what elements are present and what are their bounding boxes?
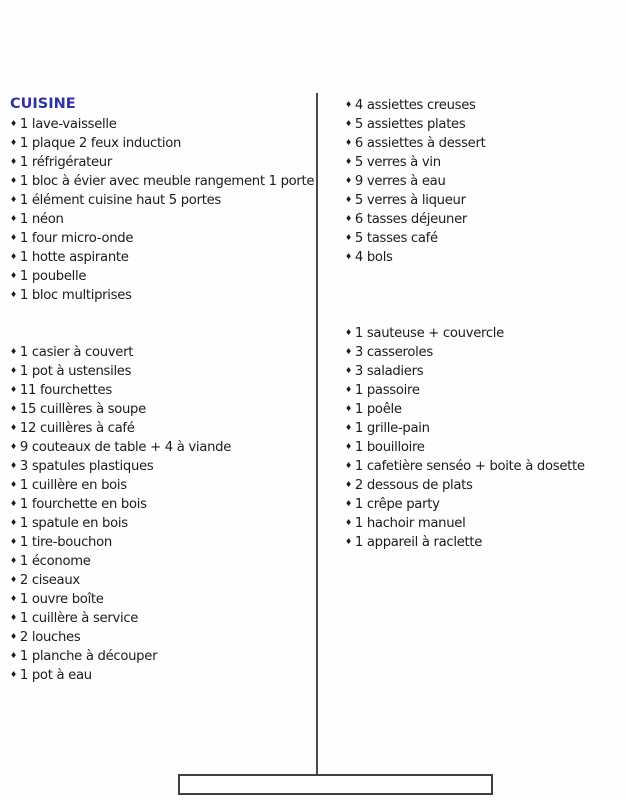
bullet-icon: ♦ xyxy=(10,347,17,356)
list-item xyxy=(345,133,623,152)
bullet-icon: ♦ xyxy=(10,594,17,603)
list-item-text: 15 cuillères à soupe xyxy=(19,402,146,417)
list-item xyxy=(10,513,316,532)
bullet-icon: ♦ xyxy=(345,385,352,394)
list-item-text: 3 saladiers xyxy=(354,364,424,379)
list-item xyxy=(10,266,316,285)
right-column xyxy=(345,95,623,551)
list-item-text: 1 casier à couvert xyxy=(19,345,134,360)
list-item xyxy=(345,399,623,418)
list-item-text: 1 bloc à évier avec meuble rangement 1 porte xyxy=(19,174,315,189)
list-item-text: 3 spatules plastiques xyxy=(19,459,154,474)
bullet-icon: ♦ xyxy=(10,157,17,166)
list-item-text: 9 couteaux de table + 4 à viande xyxy=(19,440,232,455)
bullet-icon: ♦ xyxy=(345,176,352,185)
column-divider-line xyxy=(316,93,318,775)
list-item xyxy=(345,95,623,114)
list-item xyxy=(345,532,623,551)
list-item-text: 1 four micro-onde xyxy=(19,231,134,246)
bullet-icon: ♦ xyxy=(10,138,17,147)
list-item xyxy=(345,494,623,513)
bullet-icon: ♦ xyxy=(10,499,17,508)
list-item xyxy=(10,361,316,380)
list-item-text: 1 cuillère en bois xyxy=(19,478,127,493)
list-item-text: 3 casseroles xyxy=(354,345,433,360)
list-item-text: 1 poubelle xyxy=(19,269,87,284)
list-item xyxy=(10,114,316,133)
list-item-text: 1 spatule en bois xyxy=(19,516,128,531)
bullet-icon: ♦ xyxy=(10,632,17,641)
list-item xyxy=(345,380,623,399)
bullet-icon: ♦ xyxy=(10,461,17,470)
list-item xyxy=(10,418,316,437)
list-item xyxy=(10,247,316,266)
bullet-icon: ♦ xyxy=(10,176,17,185)
list-item-text: 6 tasses déjeuner xyxy=(354,212,468,227)
bullet-icon: ♦ xyxy=(345,461,352,470)
bullet-icon: ♦ xyxy=(345,366,352,375)
list-item-text: 1 grille-pain xyxy=(354,421,430,436)
list-item-text: 4 assiettes creuses xyxy=(354,98,476,113)
list-item-text: 1 bouilloire xyxy=(354,440,425,455)
list-item xyxy=(10,494,316,513)
list-item-text: 9 verres à eau xyxy=(354,174,446,189)
list-item-text: 2 louches xyxy=(19,630,81,645)
bullet-icon: ♦ xyxy=(345,252,352,261)
bullet-icon: ♦ xyxy=(345,328,352,337)
page-title: CUISINE xyxy=(10,96,76,112)
list-item-text: 1 hotte aspirante xyxy=(19,250,129,265)
bullet-icon: ♦ xyxy=(345,480,352,489)
list-item-text: 5 verres à vin xyxy=(354,155,441,170)
list-item xyxy=(345,190,623,209)
list-item xyxy=(345,437,623,456)
bullet-icon: ♦ xyxy=(345,138,352,147)
list-item-text: 6 assiettes à dessert xyxy=(354,136,486,151)
list-item xyxy=(10,570,316,589)
bullet-icon: ♦ xyxy=(345,404,352,413)
bullet-icon: ♦ xyxy=(10,575,17,584)
list-item xyxy=(10,228,316,247)
list-item-text: 1 lave-vaisselle xyxy=(19,117,117,132)
bullet-icon: ♦ xyxy=(345,195,352,204)
list-item xyxy=(10,152,316,171)
bullet-icon: ♦ xyxy=(10,233,17,242)
bullet-icon: ♦ xyxy=(345,423,352,432)
list-item-text: 1 fourchette en bois xyxy=(19,497,147,512)
bullet-icon: ♦ xyxy=(345,157,352,166)
bullet-icon: ♦ xyxy=(345,537,352,546)
footer-box xyxy=(178,774,493,795)
bullet-icon: ♦ xyxy=(10,442,17,451)
list-item xyxy=(345,475,623,494)
list-item xyxy=(10,589,316,608)
left-column xyxy=(10,95,316,684)
list-item xyxy=(345,209,623,228)
list-item-text: 1 réfrigérateur xyxy=(19,155,112,170)
bullet-icon: ♦ xyxy=(345,214,352,223)
list-item-text: 1 économe xyxy=(19,554,91,569)
list-item-text: 1 poêle xyxy=(354,402,402,417)
bullet-icon: ♦ xyxy=(10,651,17,660)
list-item xyxy=(10,456,316,475)
bullet-icon: ♦ xyxy=(345,233,352,242)
list-item xyxy=(345,418,623,437)
list-item xyxy=(10,532,316,551)
list-item-text: 1 pot à ustensiles xyxy=(19,364,132,379)
list-item-text: 5 assiettes plates xyxy=(354,117,466,132)
bullet-icon: ♦ xyxy=(10,366,17,375)
list-item-text: 1 élément cuisine haut 5 portes xyxy=(19,193,221,208)
list-item-text: 1 crêpe party xyxy=(354,497,440,512)
list-item-text: 1 appareil à raclette xyxy=(354,535,483,550)
list-item xyxy=(10,171,316,190)
bullet-icon: ♦ xyxy=(10,480,17,489)
list-item-text: 1 plaque 2 feux induction xyxy=(19,136,182,151)
list-item-text: 1 pot à eau xyxy=(19,668,92,683)
bullet-icon: ♦ xyxy=(10,271,17,280)
list-item xyxy=(345,171,623,190)
list-item-text: 1 hachoir manuel xyxy=(354,516,466,531)
list-item-text: 1 néon xyxy=(19,212,64,227)
list-item-text: 2 ciseaux xyxy=(19,573,80,588)
list-item xyxy=(345,114,623,133)
list-item-text: 1 cafetière senséo + boite à dosette xyxy=(354,459,585,474)
bullet-icon: ♦ xyxy=(10,537,17,546)
list-item xyxy=(10,608,316,627)
bullet-icon: ♦ xyxy=(10,670,17,679)
list-item xyxy=(345,247,623,266)
list-item xyxy=(345,361,623,380)
list-item xyxy=(10,190,316,209)
list-item xyxy=(10,380,316,399)
bullet-icon: ♦ xyxy=(10,423,17,432)
list-item xyxy=(345,323,623,342)
list-item xyxy=(10,475,316,494)
bullet-icon: ♦ xyxy=(345,119,352,128)
list-item-text: 1 sauteuse + couvercle xyxy=(354,326,504,341)
bullet-icon: ♦ xyxy=(10,214,17,223)
list-item xyxy=(345,456,623,475)
bullet-icon: ♦ xyxy=(345,347,352,356)
list-item xyxy=(345,513,623,532)
bullet-icon: ♦ xyxy=(10,556,17,565)
list-item xyxy=(345,342,623,361)
list-item-text: 4 bols xyxy=(354,250,393,265)
bullet-icon: ♦ xyxy=(10,518,17,527)
block-gap xyxy=(10,304,316,342)
list-item-text: 12 cuillères à café xyxy=(19,421,135,436)
bullet-icon: ♦ xyxy=(345,100,352,109)
bullet-icon: ♦ xyxy=(10,404,17,413)
list-item xyxy=(10,399,316,418)
list-item xyxy=(345,152,623,171)
list-item-text: 5 tasses café xyxy=(354,231,438,246)
list-item-text: 1 cuillère à service xyxy=(19,611,139,626)
list-item xyxy=(10,551,316,570)
list-item-text: 1 tire-bouchon xyxy=(19,535,112,550)
list-item-text: 1 planche à découper xyxy=(19,649,158,664)
list-item xyxy=(10,342,316,361)
list-item-text: 5 verres à liqueur xyxy=(354,193,466,208)
list-item xyxy=(10,665,316,684)
list-item xyxy=(345,228,623,247)
list-item xyxy=(10,209,316,228)
list-item-text: 11 fourchettes xyxy=(19,383,112,398)
list-item xyxy=(10,646,316,665)
list-item xyxy=(10,285,316,304)
bullet-icon: ♦ xyxy=(10,613,17,622)
block-gap xyxy=(345,266,623,323)
bullet-icon: ♦ xyxy=(345,518,352,527)
bullet-icon: ♦ xyxy=(10,252,17,261)
list-item-text: 1 passoire xyxy=(354,383,420,398)
list-item xyxy=(10,437,316,456)
bullet-icon: ♦ xyxy=(10,119,17,128)
bullet-icon: ♦ xyxy=(10,385,17,394)
bullet-icon: ♦ xyxy=(10,290,17,299)
list-item xyxy=(10,133,316,152)
list-item xyxy=(10,627,316,646)
bullet-icon: ♦ xyxy=(10,195,17,204)
list-item-text: 1 bloc multiprises xyxy=(19,288,132,303)
list-item-text: 2 dessous de plats xyxy=(354,478,473,493)
list-item-text: 1 ouvre boîte xyxy=(19,592,104,607)
bullet-icon: ♦ xyxy=(345,442,352,451)
bullet-icon: ♦ xyxy=(345,499,352,508)
